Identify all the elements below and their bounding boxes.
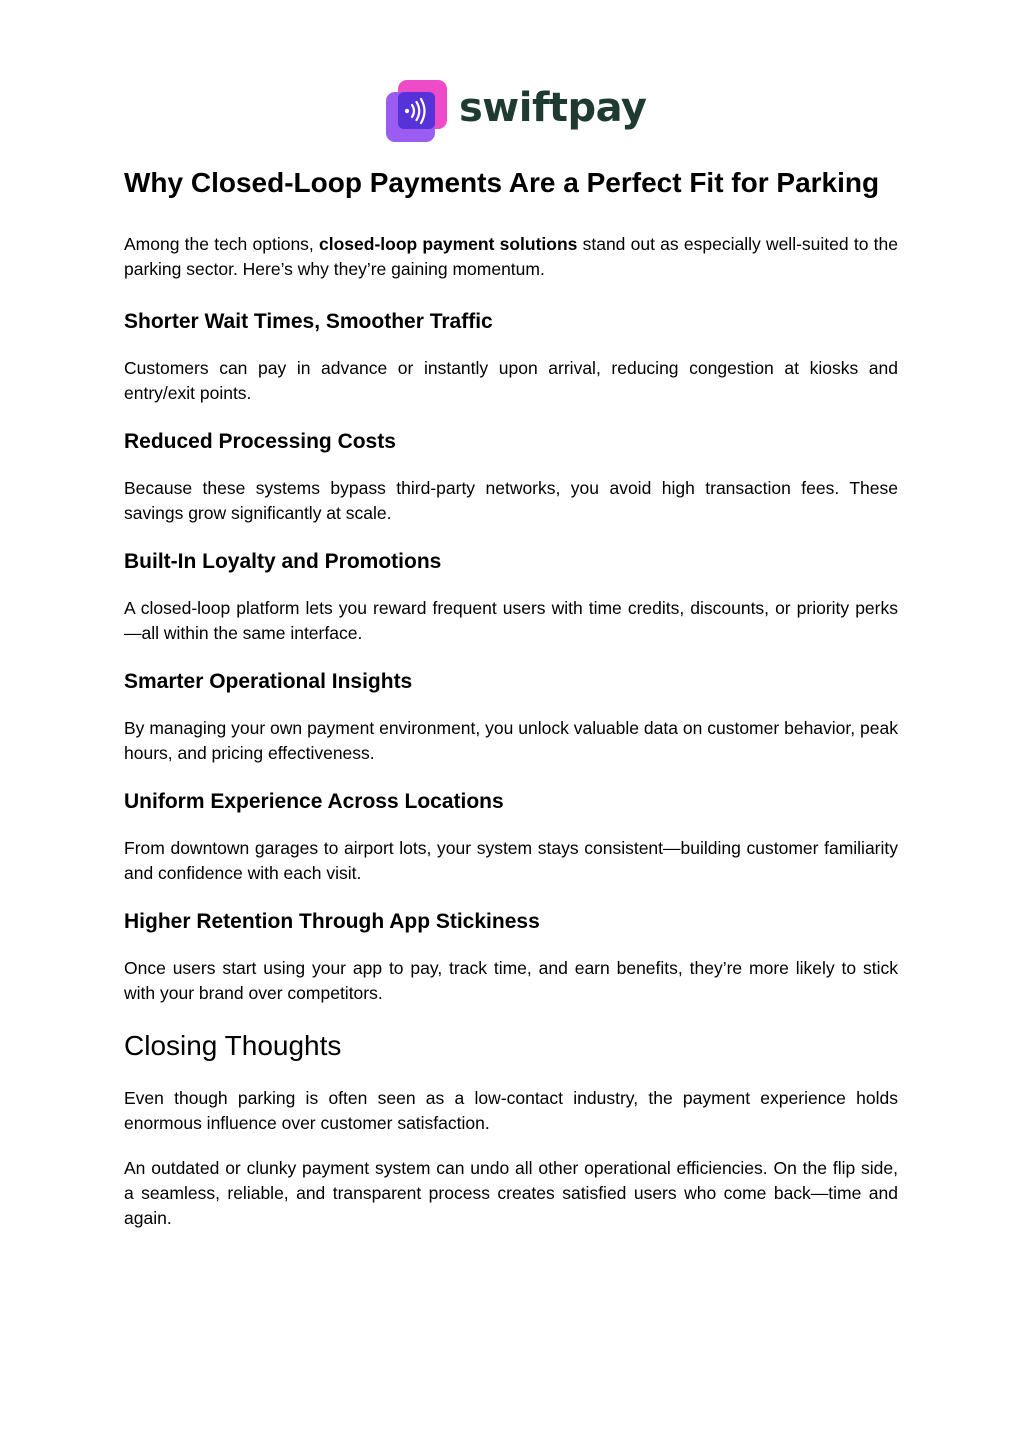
section-reduced-costs <box>124 428 898 526</box>
article <box>124 164 898 1251</box>
closing-heading: Closing Thoughts <box>124 1030 342 1061</box>
section-body: Because these systems bypass third-party networks, you avoid high transaction fees. These savings grow significantly at scale. <box>124 478 898 523</box>
contactless-icon <box>400 96 434 126</box>
closing-paragraph: Even though parking is often seen as a low-contact industry, the payment experience holds enormous influence over customer satisfaction. <box>124 1088 898 1133</box>
section-loyalty <box>124 548 898 646</box>
intro-text-bold: closed-loop payment solutions <box>319 234 578 254</box>
section-body: Customers can pay in advance or instantly upon arrival, reducing congestion at kiosks and entry/exit points. <box>124 358 898 403</box>
intro-text-before: Among the tech options, <box>124 234 314 254</box>
section-shorter-wait-times <box>124 308 898 406</box>
intro-text-after: stand out as especially well-suited to the parking sector. Here’s why they’re gaining momentum. <box>124 234 898 279</box>
section-body: By managing your own payment environment, you unlock valuable data on customer behavior, peak hours, and pricing effectiveness. <box>124 718 898 763</box>
section-body: Once users start using your app to pay, track time, and earn benefits, they’re more likely to stick with your brand over competitors. <box>124 958 898 1003</box>
swiftpay-logo <box>386 80 647 144</box>
section-heading: Higher Retention Through App Stickiness <box>124 910 540 933</box>
intro-paragraph <box>124 232 898 282</box>
section-retention <box>124 908 898 1006</box>
section-body: From downtown garages to airport lots, your system stays consistent—building customer familiarity and confidence with each visit. <box>124 838 898 883</box>
section-heading: Uniform Experience Across Locations <box>124 790 504 813</box>
logo-wordmark: swiftpay <box>459 85 647 131</box>
closing-paragraph: An outdated or clunky payment system can undo all other operational efficiencies. On the flip side, a seamless, reliable, and transparent process creates satisfied users who come back—time and again. <box>124 1158 898 1228</box>
section-heading: Reduced Processing Costs <box>124 430 396 453</box>
page-title: Why Closed-Loop Payments Are a Perfect Fit for Parking <box>124 167 880 198</box>
section-heading: Shorter Wait Times, Smoother Traffic <box>124 310 493 333</box>
section-uniform-experience <box>124 788 898 886</box>
swiftpay-logo-mark <box>386 80 448 142</box>
section-insights <box>124 668 898 766</box>
section-body: A closed-loop platform lets you reward frequent users with time credits, discounts, or priority perks—all within the same interface. <box>124 598 898 643</box>
section-heading: Built-In Loyalty and Promotions <box>124 550 442 573</box>
section-heading: Smarter Operational Insights <box>124 670 413 693</box>
